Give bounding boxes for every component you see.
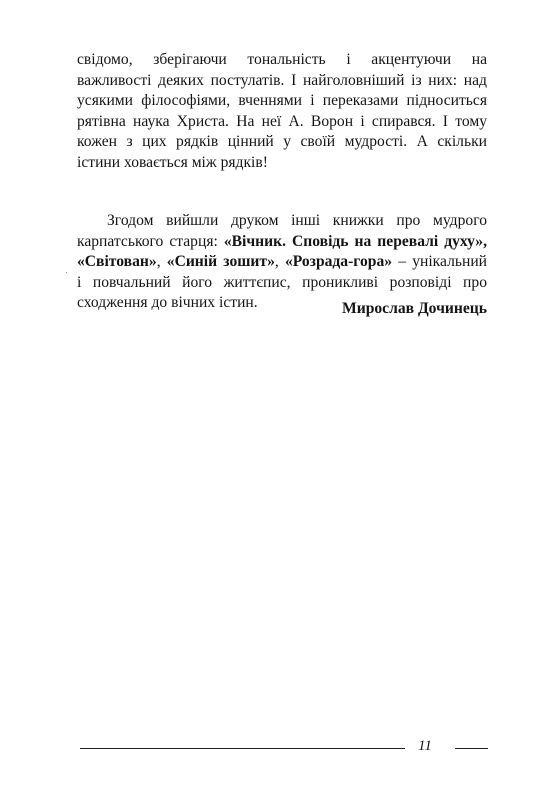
book-title-rozrada-hora: «Розрада-гора» <box>284 253 393 270</box>
page-number: 11 <box>418 738 432 754</box>
paragraph-2-line-2-text: карпатського старця: <box>77 232 224 250</box>
paragraph-1 <box>77 50 487 173</box>
author-signature: Мирослав Дочинець <box>342 300 487 317</box>
book-title-svitovan: «Світован» <box>77 253 157 270</box>
book-title-vichnyk: «Вічник. Сповідь на перевалі духу», <box>223 232 487 250</box>
paragraph-2-line-3-text: – унікальний <box>392 253 488 270</box>
paragraph-2-line-3 <box>77 252 487 273</box>
paragraph-1-line-2: важливості деяких постулатів. І найголовніший із них: над <box>77 71 487 89</box>
separator-2: , <box>274 253 285 270</box>
book-title-synii-zoshyt: «Синій зошит» <box>166 253 275 270</box>
footer-rule-left <box>80 748 405 749</box>
paragraph-1-line-6: істини ховається між рядків! <box>77 153 268 171</box>
paragraph-2-line-1: Згодом вийшли друком інші книжки про мудрого <box>107 212 487 229</box>
paragraph-1-line-3: усякими філософіями, вченнями і переказами підноситься <box>77 92 487 109</box>
paragraph-1-line-4: рятівна наука Христа. На неї А. Ворон і спирався. І тому <box>77 112 487 130</box>
scan-speck <box>66 272 67 273</box>
paragraph-2-line-5: сходження до вічних істин. <box>77 294 258 311</box>
paragraph-1-line-5: кожен з цих рядків цінний у своїй мудрості. А скільки <box>77 133 487 150</box>
paragraph-2-line-4: і повчальний його життєпис, проникливі розповіді про <box>77 273 487 291</box>
footer-rule-right <box>455 748 488 749</box>
paragraph-2-line-2 <box>77 232 487 253</box>
paragraph-2 <box>77 211 487 314</box>
separator-1: , <box>156 253 167 270</box>
paragraph-1-line-1: свідомо, зберігаючи тональність і акцентуючи на <box>77 51 487 68</box>
